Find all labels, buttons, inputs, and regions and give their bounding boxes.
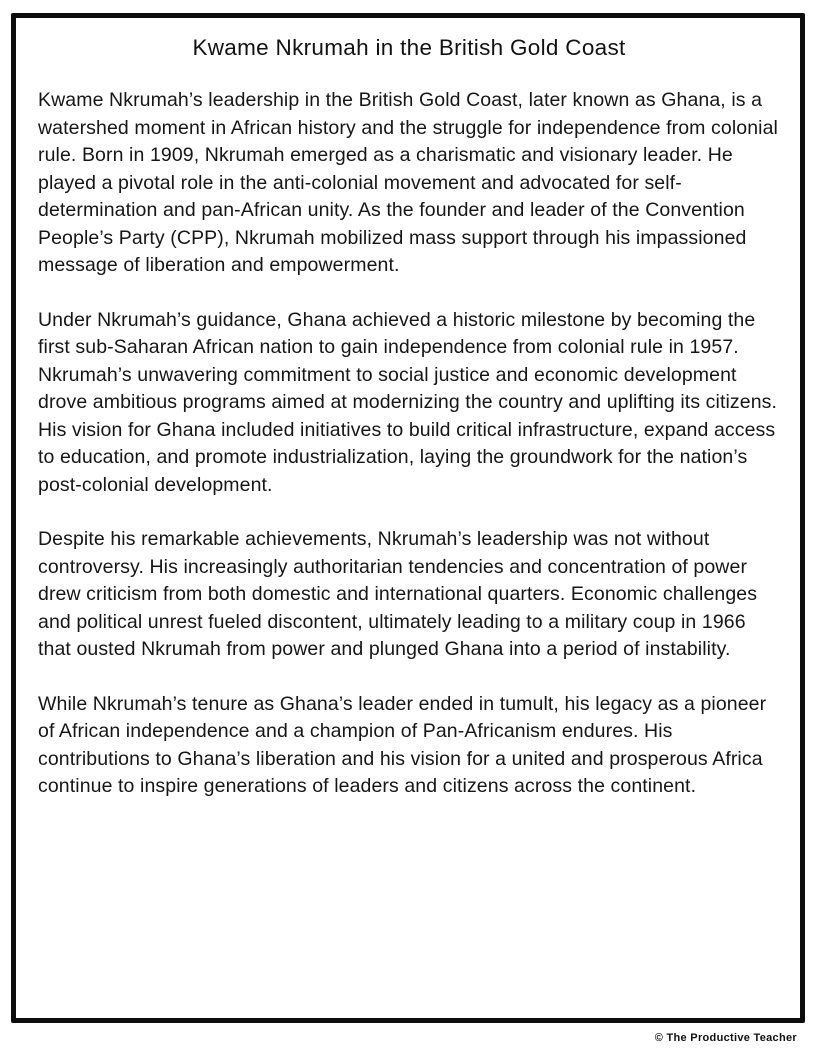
passage-paragraph-4: While Nkrumah’s tenure as Ghana’s leader ended in tumult, his legacy as a pioneer of African independence and a champion of Pan-Africanism endures. His contributions to Ghana’s liberation and his vision for a united and prosperous Africa continue to inspire generations of leaders and citizens across the continent. (38, 692, 767, 797)
passage-body (38, 87, 780, 801)
passage-paragraph-1: Kwame Nkrumah’s leadership in the British Gold Coast, later known as Ghana, is a watershed moment in African history and the struggle for independence from colonial rule. Born in 1909, Nkrumah emerged as a charismatic and visionary leader. He played a pivotal role in the anti-colonial movement and advocated for self-determination and pan-African unity. As the founder and leader of the Convention People’s Party (CPP), Nkrumah mobilized mass support through his impassioned message of liberation and empowerment. (38, 89, 778, 276)
passage-paragraph-3: Despite his remarkable achievements, Nkrumah’s leadership was not without controversy. His increasingly authoritarian tendencies and concentration of power drew criticism from both domestic and international quarters. Economic challenges and political unrest fueled discontent, ultimately leading to a military coup in 1966 that ousted Nkrumah from power and plunged Ghana into a period of instability. (38, 528, 758, 660)
copyright-credit: © The Productive Teacher (654, 1032, 797, 1044)
page-border-frame (11, 13, 805, 1023)
document-title: Kwame Nkrumah in the British Gold Coast (192, 35, 626, 60)
passage-paragraph-2: Under Nkrumah’s guidance, Ghana achieved a historic milestone by becoming the first sub-Saharan African nation to gain independence from colonial rule in 1957. Nkrumah’s unwavering commitment to social justice and economic development drove ambitious programs aimed at modernizing the country and uplifting its citizens. His vision for Ghana included initiatives to build critical infrastructure, expand access to education, and promote industrialization, laying the groundwork for the nation’s post-colonial development. (38, 308, 778, 496)
